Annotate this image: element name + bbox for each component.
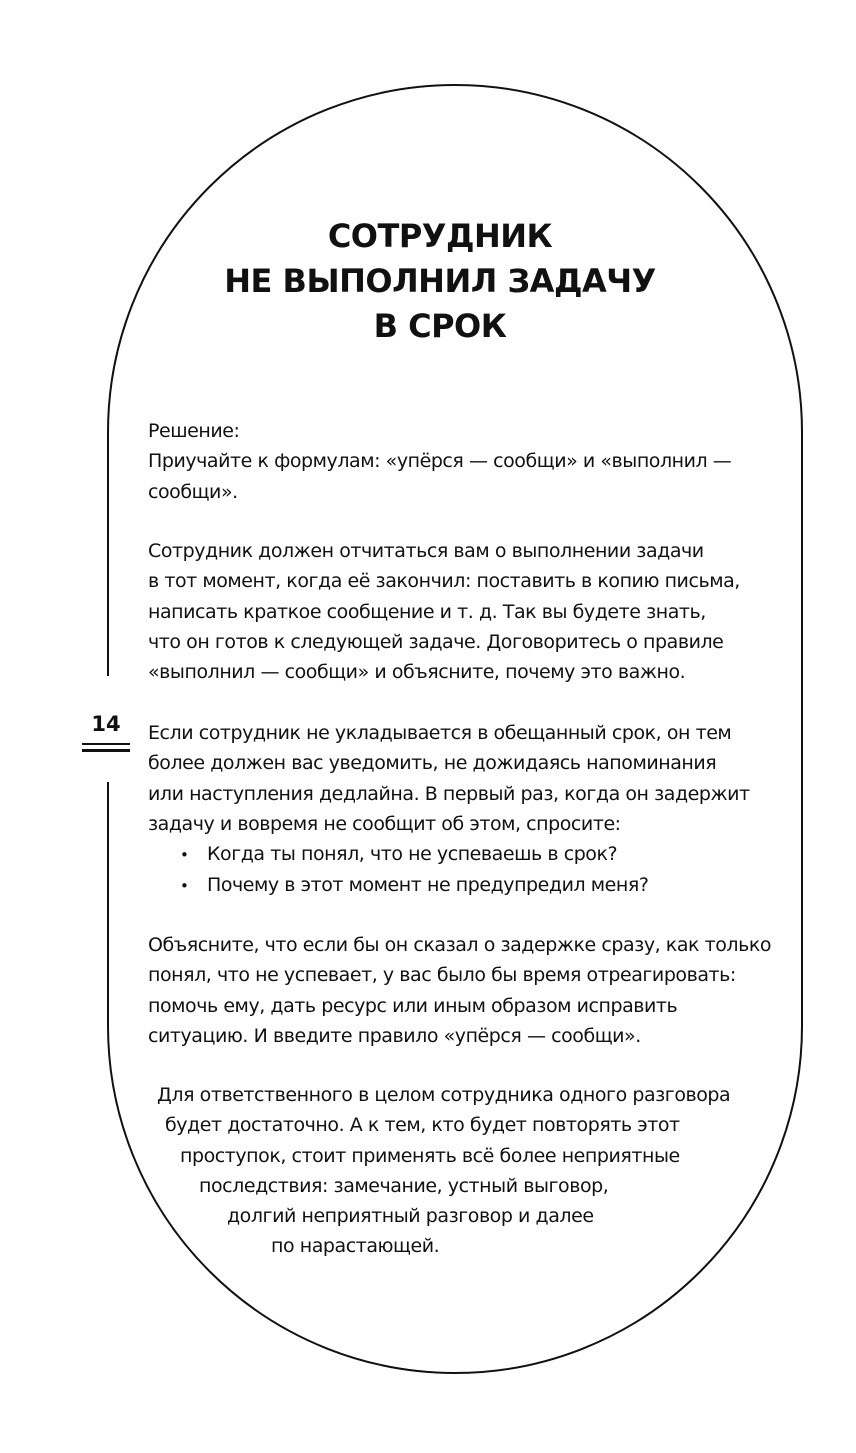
text-line: «выполнил — сообщи» и объясните, почему это важно. <box>148 661 686 684</box>
paragraph-deadline <box>148 718 748 839</box>
page-number-rule-bottom <box>82 749 130 752</box>
list-item <box>180 839 740 870</box>
question-list <box>180 839 740 902</box>
paragraph-consequences <box>150 1080 731 1262</box>
text-line: понял, что не успевает, у вас было бы время отреагировать: <box>148 964 736 987</box>
text-line: написать краткое сообщение и т. д. Так вы будете знать, <box>148 600 706 623</box>
text-line: что он готов к следующей задаче. Договоритесь о правиле <box>148 630 724 653</box>
title-line: СОТРУДНИК <box>327 217 553 255</box>
text-line: Сотрудник должен отчитаться вам о выполнении задачи <box>148 540 704 562</box>
text-line: более должен вас уведомить, не дожидаясь напоминания <box>148 752 717 775</box>
text-line: ситуацию. И введите правило «упёрся — сообщи». <box>148 1024 641 1047</box>
text-line: Приучайте к формулам: «упёрся — сообщи» и «выполнил — <box>148 450 732 473</box>
paragraph-report <box>148 536 748 687</box>
chapter-title <box>190 214 690 349</box>
text-line: Если сотрудник не укладывается в обещанный срок, он тем <box>148 722 732 744</box>
paragraph-solution <box>148 416 748 507</box>
page-number-rule-top <box>82 743 130 745</box>
list-item-text: Почему в этот момент не предупредил меня? <box>207 874 649 897</box>
text-line: Объясните, что если бы он сказал о задержке сразу, как только <box>148 934 772 956</box>
bullet-icon: • <box>180 877 189 896</box>
list-item <box>180 870 740 901</box>
text-line: долгий неприятный разговор и далее <box>227 1205 594 1228</box>
text-line: помочь ему, дать ресурс или иным образом исправить <box>148 994 678 1017</box>
text-line: Для ответственного в целом сотрудника одного разговора <box>157 1084 731 1106</box>
bullet-icon: • <box>180 846 189 864</box>
text-line: сообщи». <box>148 480 238 503</box>
title-line: В СРОК <box>373 307 507 345</box>
paragraph-explain <box>148 930 772 1051</box>
text-line: задачу и вовремя не сообщит об этом, спросите: <box>148 812 621 835</box>
list-item-text: Когда ты понял, что не успеваешь в срок? <box>207 843 618 865</box>
text-line: последствия: замечание, устный выговор, <box>199 1174 609 1197</box>
text-line: по нарастающей. <box>271 1235 440 1258</box>
title-line: НЕ ВЫПОЛНИЛ ЗАДАЧУ <box>224 262 656 300</box>
text-line: проступок, стоит применять всё более неприятные <box>180 1144 680 1167</box>
text-line: в тот момент, когда её закончил: поставить в копию письма, <box>148 570 740 593</box>
text-line: Решение: <box>148 420 240 442</box>
page-number: 14 <box>91 712 121 736</box>
text-line: будет достаточно. А к тем, кто будет повторять этот <box>165 1114 680 1137</box>
text-line: или наступления дедлайна. В первый раз, когда он задержит <box>148 782 750 805</box>
